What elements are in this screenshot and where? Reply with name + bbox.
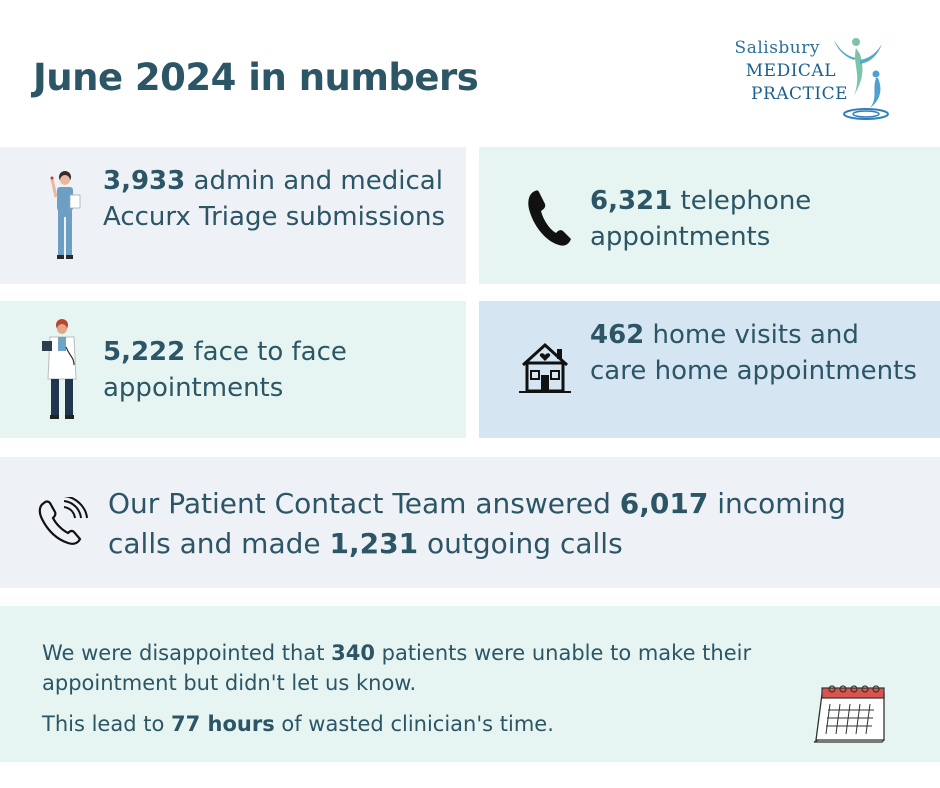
calls-middle: incoming calls and made: [108, 487, 846, 560]
contact-team-card: [0, 457, 940, 588]
home-visits-label: home visits and care home appointments: [590, 320, 917, 386]
nurse-icon: [44, 169, 84, 264]
calls-prefix: Our Patient Contact Team answered: [108, 487, 620, 520]
face-to-face-stat-card: [0, 301, 466, 438]
telephone-label: telephone appointments: [590, 186, 812, 252]
telephone-stat-card: [479, 147, 940, 284]
missed-appointments-card: [0, 606, 940, 762]
dna-suffix: patients were unable to make their appointment but didn't let us know.: [42, 641, 752, 695]
home-visits-number: 462: [590, 320, 645, 350]
page-title: June 2024 in numbers: [33, 56, 479, 99]
telephone-number: 6,321: [590, 186, 673, 216]
home-visits-stat-card: [479, 301, 940, 438]
outgoing-calls-number: 1,231: [329, 527, 419, 560]
house-icon: [519, 341, 571, 395]
triage-stat-text: [103, 163, 453, 235]
logo-figure-icon: [832, 34, 892, 126]
triage-number: 3,933: [103, 166, 186, 196]
calls-suffix: outgoing calls: [418, 527, 623, 560]
practice-logo: [728, 30, 908, 130]
wasted-suffix: of wasted clinician's time.: [274, 712, 554, 736]
logo-line-2: MEDICAL: [745, 61, 836, 81]
telephone-stat-text: [590, 183, 920, 255]
logo-line-1: Salisbury: [734, 38, 820, 58]
home-visits-stat-text: [590, 317, 920, 389]
telephone-icon: [527, 189, 573, 247]
ringing-phone-icon: [38, 497, 88, 547]
face-to-face-stat-text: [103, 334, 453, 406]
calendar-icon: [812, 684, 888, 744]
doctor-icon: [40, 317, 84, 421]
triage-stat-card: [0, 147, 466, 284]
face-to-face-number: 5,222: [103, 337, 186, 367]
wasted-prefix: This lead to: [42, 712, 171, 736]
contact-team-text: [108, 484, 908, 564]
wasted-hours: 77 hours: [170, 712, 275, 736]
logo-line-3: PRACTICE: [751, 84, 848, 104]
dna-prefix: We were disappointed that: [42, 641, 332, 665]
incoming-calls-number: 6,017: [619, 487, 709, 520]
face-to-face-label: face to face appointments: [103, 337, 347, 403]
missed-appointments-number: 340: [331, 641, 375, 665]
missed-appointments-text: [42, 638, 862, 698]
triage-label: admin and medical Accurx Triage submissions: [103, 166, 446, 232]
wasted-time-text: [42, 709, 862, 739]
